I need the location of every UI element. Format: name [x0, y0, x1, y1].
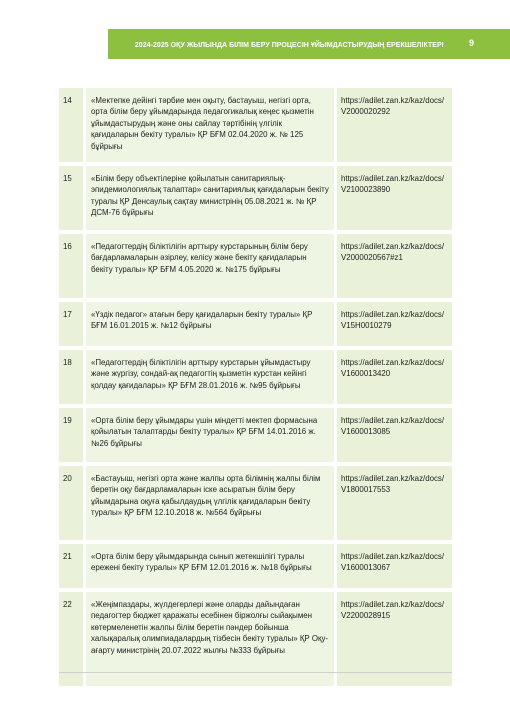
document-link[interactable]: https://adilet.zan.kz/kaz/docs/V2100023890 [341, 174, 445, 195]
document-link[interactable]: https://adilet.zan.kz/kaz/docs/V2000020292 [341, 96, 445, 117]
table-row [59, 302, 452, 346]
document-title: «Жеңімпаздары, жүлдегерлері және оларды дайындаған педагогтер бюджет қаражаты есебінен біржолғы сыйақымен көтермеленетін жалпы білім беретін пәндер бойынша халықаралық олимпиадалардың тізбесін бекіту туралы» ҚР Оқу-ағарту министрінің 20.07.2022 жылғы №333 бұйрығы [83, 592, 337, 686]
document-link[interactable]: https://adilet.zan.kz/kaz/docs/V1600013067 [341, 552, 445, 573]
row-number: 16 [63, 242, 72, 251]
header-green-bar [108, 29, 510, 59]
document-link[interactable]: https://adilet.zan.kz/kaz/docs/V2000020567#z1 [341, 242, 445, 263]
table-row [59, 544, 452, 588]
document-link[interactable]: https://adilet.zan.kz/kaz/docs/V1800017553 [341, 474, 445, 495]
document-table [59, 88, 452, 690]
header-title: 2024-2025 ОҚУ ЖЫЛЫНДА БІЛІМ БЕРУ ПРОЦЕСІН ҰЙЫМДАСТЫРУДЫҢ ЕРЕКШЕЛІКТЕРІ [135, 39, 444, 49]
row-number: 22 [63, 600, 72, 609]
document-link[interactable]: https://adilet.zan.kz/kaz/docs/V15H0010279 [341, 310, 445, 331]
document-link[interactable]: https://adilet.zan.kz/kaz/docs/V1600013420 [341, 358, 445, 379]
row-number: 15 [63, 174, 72, 183]
row-number: 21 [63, 552, 72, 561]
table-row [59, 166, 452, 230]
document-title: «Мектепке дейінгі тәрбие мен оқыту, бастауыш, негізгі орта, орта білім беру ұйымдарында педагогикалық кеңес қызметін ұйымдастырудың және оны сайлау тәртібінің үлгілік қағидаларын бекіту туралы» ҚР БҒМ 02.04.2020 ж. № 125 бұйрығы [83, 88, 337, 162]
table-row [59, 466, 452, 540]
footer-divider [59, 672, 452, 673]
table-row [59, 350, 452, 404]
header-band [0, 29, 510, 59]
table-row [59, 234, 452, 298]
document-title: «Педагогтердің біліктілігін арттыру курстарын ұйымдастыру және жүргізу, сондай-ақ педагогтің қызметін курстан кейінгі қолдау қағидалары» ҚР БҒМ 28.01.2016 ж. №95 бұйрығы [83, 350, 337, 404]
document-link[interactable]: https://adilet.zan.kz/kaz/docs/V2200028915 [341, 600, 445, 621]
document-title: «Үздік педагог» атағын беру қағидаларын бекіту туралы» ҚР БҒМ 16.01.2015 ж. №12 бұйрығы [83, 302, 337, 346]
header-left-spacer [0, 29, 108, 59]
document-title: «Білім беру объектілеріне қойылатын санитариялық-эпидемиологиялық талаптар» санитариялық қағидаларын бекіту туралы ҚР Денсаулық сақтау министрінің 05.08.2021 ж. № ҚР ДСМ-76 бұйрығы [83, 166, 337, 230]
row-number: 18 [63, 358, 72, 367]
document-title: «Педагогтердің біліктілігін арттыру курстарының білім беру бағдарламаларын әзірлеу, келісу және бекіту қағидаларын бекіту туралы» ҚР БҒМ 4.05.2020 ж. №175 бұйрығы [83, 234, 337, 298]
table-row [59, 408, 452, 462]
row-number: 19 [63, 416, 72, 425]
table-row [59, 88, 452, 162]
row-number: 17 [63, 310, 72, 319]
row-number: 14 [63, 96, 72, 105]
document-link[interactable]: https://adilet.zan.kz/kaz/docs/V1600013085 [341, 416, 445, 437]
row-number: 20 [63, 474, 72, 483]
document-title: «Орта білім беру ұйымдары үшін міндетті мектеп формасына қойылатын талаптарды бекіту туралы» ҚР БҒМ 14.01.2016 ж. №26 бұйрығы [83, 408, 337, 462]
page-number: 9 [468, 38, 474, 48]
document-title: «Бастауыш, негізгі орта және жалпы орта білімнің жалпы білім беретін оқу бағдарламаларын іске асыратын білім беру ұйымдарына оқуға қабылдаудың үлгілік қағидаларын бекіту туралы» ҚР БҒМ 12.10.2018 ж. №564 бұйрығы [83, 466, 337, 540]
document-title: «Орта білім беру ұйымдарында сынып жетекшілігі туралы ережені бекіту туралы» ҚР БҒМ 12.01.2016 ж. №18 бұйрығы [83, 544, 337, 588]
